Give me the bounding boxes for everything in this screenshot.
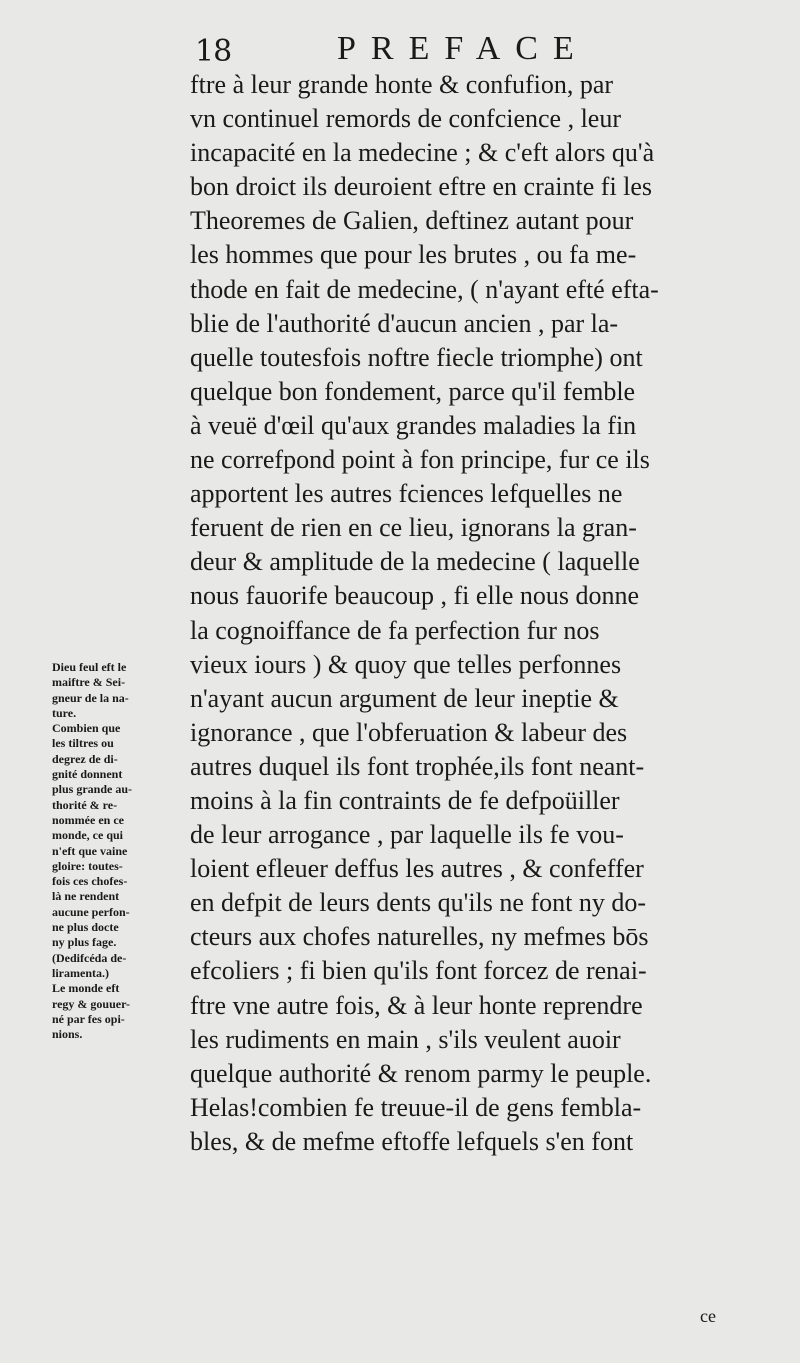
text-line: vn continuel remords de confcience , leur bbox=[190, 104, 621, 134]
text-line: vieux iours ) & quoy que telles perfonnes bbox=[190, 649, 622, 679]
text-line: ftre vne autre fois, & à leur honte reprendre bbox=[190, 990, 643, 1020]
text-line: quelque bon fondement, parce qu'il femble bbox=[190, 376, 636, 406]
margin-note-line: monde, ce qui bbox=[52, 828, 124, 843]
margin-note-line: ny plus fage. bbox=[52, 935, 117, 950]
margin-note-line: maiftre & Sei- bbox=[52, 675, 126, 690]
margin-note-line: gnité donnent bbox=[52, 767, 123, 782]
text-line: quelque authorité & renom parmy le peuple. bbox=[190, 1058, 652, 1088]
margin-note-line: Le monde eft bbox=[52, 981, 120, 996]
margin-note-line: les tiltres ou bbox=[52, 736, 114, 751]
margin-note-line: fois ces chofes- bbox=[52, 874, 128, 889]
margin-note-line: (Dedifcéda de- bbox=[52, 950, 127, 965]
text-line: ftre à leur grande honte & confufion, par bbox=[190, 70, 614, 99]
text-line: autres duquel ils font trophée,ils font neant- bbox=[190, 751, 645, 781]
text-line: quelle toutesfois noftre fiecle triomphe) ont bbox=[190, 342, 643, 372]
margin-note-line: nions. bbox=[52, 1027, 83, 1042]
margin-note-line: plus grande au- bbox=[52, 782, 133, 797]
text-line: ignorance , que l'obferuation & labeur des bbox=[190, 717, 628, 747]
margin-note-line: thorité & re- bbox=[52, 797, 118, 812]
text-line: deur & amplitude de la medecine ( laquelle bbox=[190, 547, 640, 577]
text-line: feruent de rien en ce lieu, ignorans la gran- bbox=[190, 513, 637, 543]
margin-note-line: là ne rendent bbox=[52, 889, 120, 904]
text-line: de leur arrogance , par laquelle ils fe vou- bbox=[190, 820, 624, 850]
margin-note-line: gloire: toutes- bbox=[52, 858, 123, 873]
margin-note-line: n'eft que vaine bbox=[52, 843, 128, 858]
text-line: bles, & de mefme eftoffe lefquels s'en font bbox=[190, 1126, 634, 1156]
margin-note-line: degrez de di- bbox=[52, 751, 118, 766]
text-line: cteurs aux chofes naturelles, ny mefmes bōs bbox=[190, 922, 649, 952]
margin-note-line: gneur de la na- bbox=[52, 690, 129, 705]
text-line: ne correfpond point à fon principe, fur ce ils bbox=[190, 445, 650, 475]
margin-note-line: nommée en ce bbox=[52, 812, 124, 827]
margin-note-line: ne plus docte bbox=[52, 920, 119, 935]
margin-note-line: Combien que bbox=[52, 721, 121, 736]
body-text bbox=[190, 68, 795, 1159]
text-line: moins à la fin contraints de fe defpoüiller bbox=[190, 785, 620, 815]
text-line: apportent les autres fciences lefquelles ne bbox=[190, 479, 623, 509]
page-number: 18 bbox=[195, 34, 232, 69]
text-line: n'ayant aucun argument de leur ineptie & bbox=[190, 683, 619, 713]
text-line: à veuë d'œil qu'aux grandes maladies la fin bbox=[190, 410, 637, 440]
margin-note-line: regy & gouuer- bbox=[52, 996, 130, 1011]
text-line: bon droict ils deuroient eftre en crainte fi les bbox=[190, 172, 653, 202]
margin-note-line: liramenta.) bbox=[52, 965, 109, 980]
running-title: PREFACE bbox=[337, 30, 589, 67]
text-line: Helas!combien fe treuue-il de gens fembla- bbox=[190, 1092, 642, 1122]
text-line: Theoremes de Galien, deftinez autant pour bbox=[190, 206, 634, 236]
catchword: ce bbox=[700, 1306, 716, 1326]
margin-note-line: aucune perfon- bbox=[52, 904, 130, 919]
text-line: loient efleuer deffus les autres , & confeffer bbox=[190, 854, 644, 884]
margin-note-line: ture. bbox=[52, 705, 77, 720]
text-line: efcoliers ; fi bien qu'ils font forcez de renai- bbox=[190, 956, 647, 986]
text-line: en defpit de leurs dents qu'ils ne font ny do- bbox=[190, 888, 646, 918]
text-line: la cognoiffance de fa perfection fur nos bbox=[190, 615, 600, 645]
text-line: incapacité en la medecine ; & c'eft alors qu'à bbox=[190, 138, 655, 168]
text-line: blie de l'authorité d'aucun ancien , par la- bbox=[190, 308, 619, 338]
text-line: nous fauorife beaucoup , fi elle nous donne bbox=[190, 581, 640, 611]
text-line: les hommes que pour les brutes , ou fa me- bbox=[190, 240, 637, 270]
margin-note-line: Dieu feul eft le bbox=[52, 660, 127, 674]
page-header bbox=[195, 30, 795, 70]
text-line: les rudiments en main , s'ils veulent auoir bbox=[190, 1024, 621, 1054]
margin-notes bbox=[52, 660, 182, 1042]
text-line: thode en fait de medecine, ( n'ayant efté efta- bbox=[190, 274, 659, 304]
margin-note-line: né par fes opi- bbox=[52, 1011, 125, 1026]
